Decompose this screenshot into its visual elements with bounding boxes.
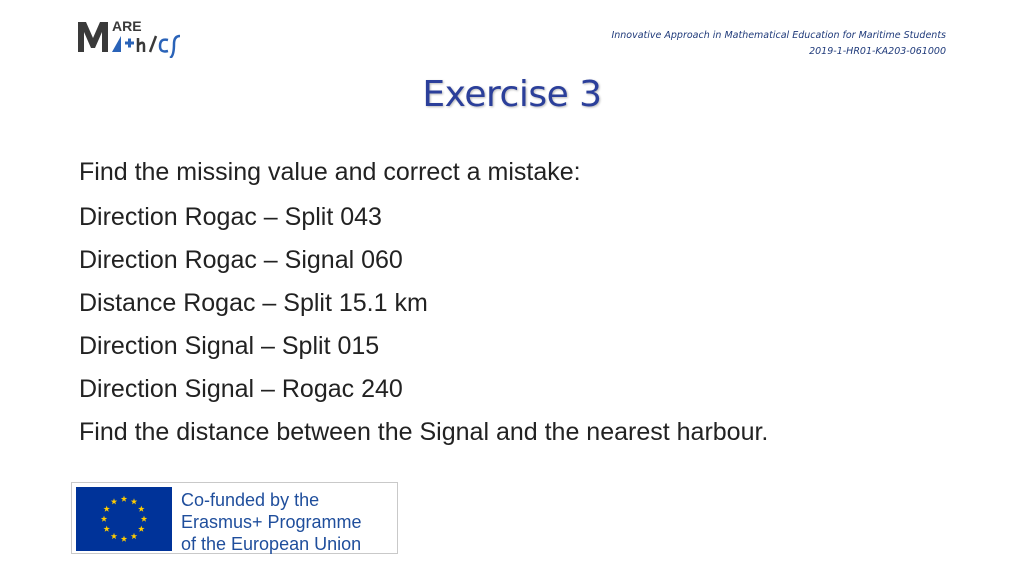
mare-maths-logo: [76, 16, 200, 58]
eu-line: Co-funded by the: [181, 490, 320, 510]
project-code: 2019-1-HR01-KA203-061000: [809, 46, 946, 57]
exercise-line: Direction Rogac – Signal 060: [79, 246, 403, 274]
eu-flag-icon: [76, 487, 172, 551]
exercise-intro: Find the missing value and correct a mistake:: [79, 158, 581, 186]
eu-text: [181, 489, 362, 555]
exercise-line: Direction Signal – Rogac 240: [79, 375, 403, 403]
svg-text:ARE: ARE: [112, 18, 142, 34]
eu-line: of the European Union: [181, 534, 362, 554]
exercise-content: [79, 152, 768, 454]
slide-title: Exercise 3: [422, 74, 602, 115]
project-title: Innovative Approach in Mathematical Education for Maritime Students: [611, 30, 946, 41]
eu-cofunded-badge: [71, 482, 398, 554]
exercise-line: Distance Rogac – Split 15.1 km: [79, 289, 428, 317]
exercise-question: Find the distance between the Signal and the nearest harbour.: [79, 418, 769, 446]
project-header: [611, 28, 946, 60]
eu-line: Erasmus+ Programme: [181, 512, 362, 532]
exercise-line: Direction Signal – Split 015: [79, 332, 380, 360]
exercise-line: Direction Rogac – Split 043: [79, 203, 382, 231]
